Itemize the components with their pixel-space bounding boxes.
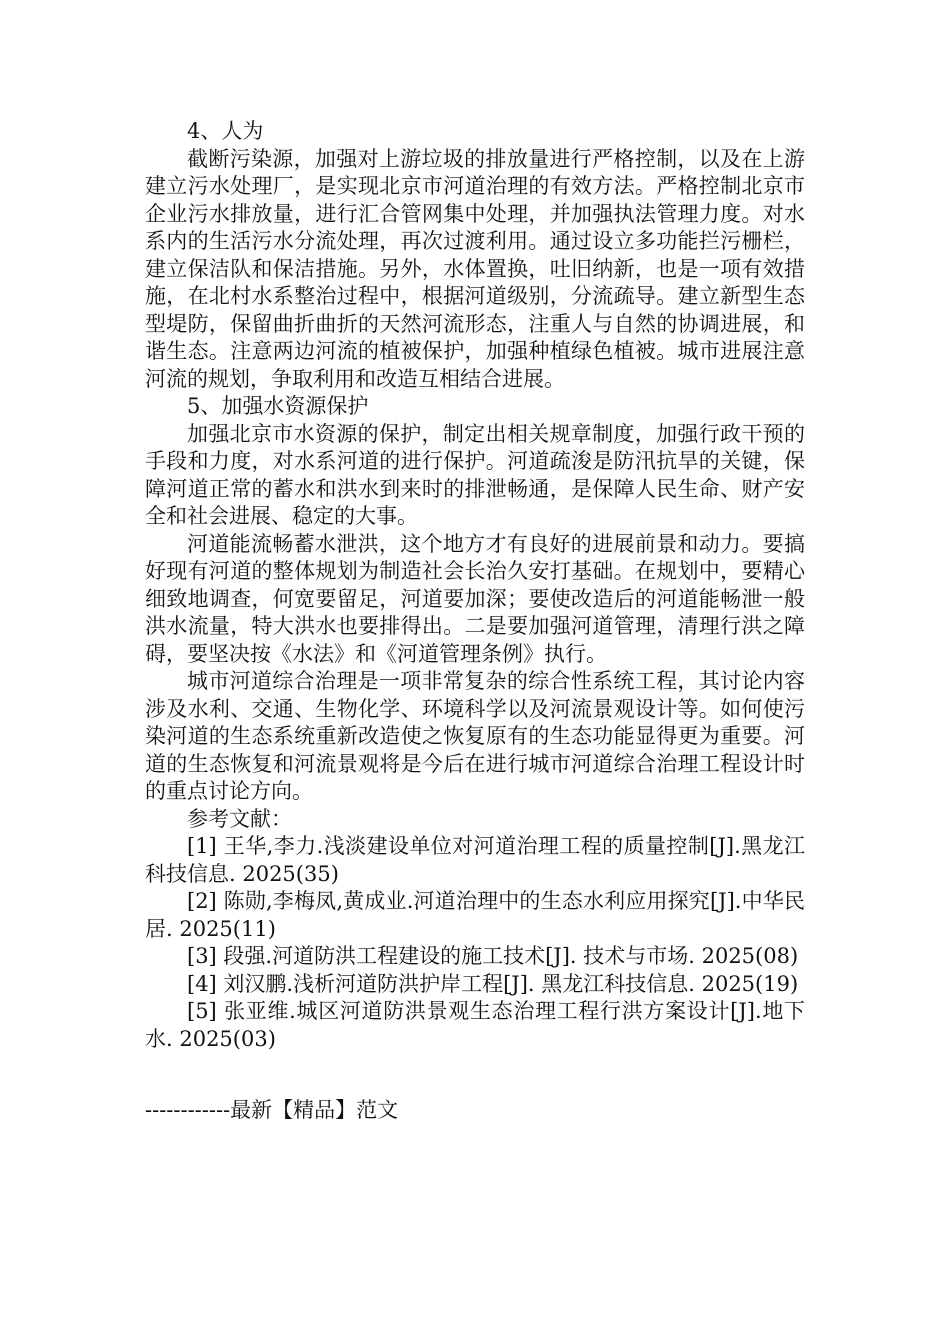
- section-4-paragraph: 截断污染源，加强对上游垃圾的排放量进行严格控制，以及在上游建立污水处理厂，是实现北京市河道治理的有效方法。严格控制北京市企业污水排放量，进行汇合管网集中处理，并加强执法管理力度。对水系内的生活污水分流处理，再次过渡利用。通过设立多功能拦污栅栏，建立保洁队和保洁措施。另外，水体置换，吐旧纳新，也是一项有效措施，在北村水系整治过程中，根据河道级别，分流疏导。建立新型生态型堤防，保留曲折曲折的天然河流形态，注重人与自然的协调进展，和谐生态。注意两边河流的植被保护，加强种植绿色植被。城市进展注意河流的规划，争取利用和改造互相结合进展。: [145, 146, 805, 391]
- reference-item: [4] 刘汉鹏.浅析河道防洪护岸工程[J]. 黑龙江科技信息. 2025(19): [187, 971, 799, 996]
- section-5-paragraph-2: 河道能流畅蓄水泄洪，这个地方才有良好的进展前景和动力。要搞好现有河道的整体规划为制造社会长治久安打基础。在规划中，要精心细致地调查，何宽要留足，河道要加深；要使改造后的河道能畅泄一般洪水流量，特大洪水也要排得出。二是要加强河道管理，清理行洪之障碍，要坚决按《水法》和《河道管理条例》执行。: [145, 531, 805, 666]
- document-body: [145, 118, 805, 1053]
- reference-list: [145, 833, 805, 1053]
- conclusion-paragraph: 城市河道综合治理是一项非常复杂的综合性系统工程，其讨论内容涉及水利、交通、生物化学、环境科学以及河流景观设计等。如何使污染河道的生态系统重新改造使之恢复原有的生态功能显得更为重要。河道的生态恢复和河流景观将是今后在进行城市河道综合治理工程设计时的重点讨论方向。: [145, 669, 805, 803]
- footer-banner: ------------最新【精品】范文: [145, 1098, 399, 1122]
- section-5-heading: 5、加强水资源保护: [187, 394, 369, 418]
- reference-item: [5] 张亚维.城区河道防洪景观生态治理工程行洪方案设计[J].地下水. 2025(03): [145, 999, 805, 1051]
- reference-item: [3] 段强.河道防洪工程建设的施工技术[J]. 技术与市场. 2025(08): [187, 944, 799, 968]
- references-heading: 参考文献：: [187, 806, 292, 831]
- reference-item: [1] 王华,李力.浅淡建设单位对河道治理工程的质量控制[J].黑龙江科技信息. 2025(35): [145, 834, 805, 886]
- reference-item: [2] 陈勋,李梅凤,黄成业.河道治理中的生态水利应用探究[J].中华民居. 2025(11): [145, 889, 805, 941]
- section-5-paragraph-1: 加强北京市水资源的保护，制定出相关规章制度，加强行政干预的手段和力度，对水系河道的进行保护。河道疏浚是防汛抗旱的关键，保障河道正常的蓄水和洪水到来时的排泄畅通，是保障人民生命、财产安全和社会进展、稳定的大事。: [145, 421, 805, 528]
- section-4-heading: 4、人为: [187, 119, 264, 143]
